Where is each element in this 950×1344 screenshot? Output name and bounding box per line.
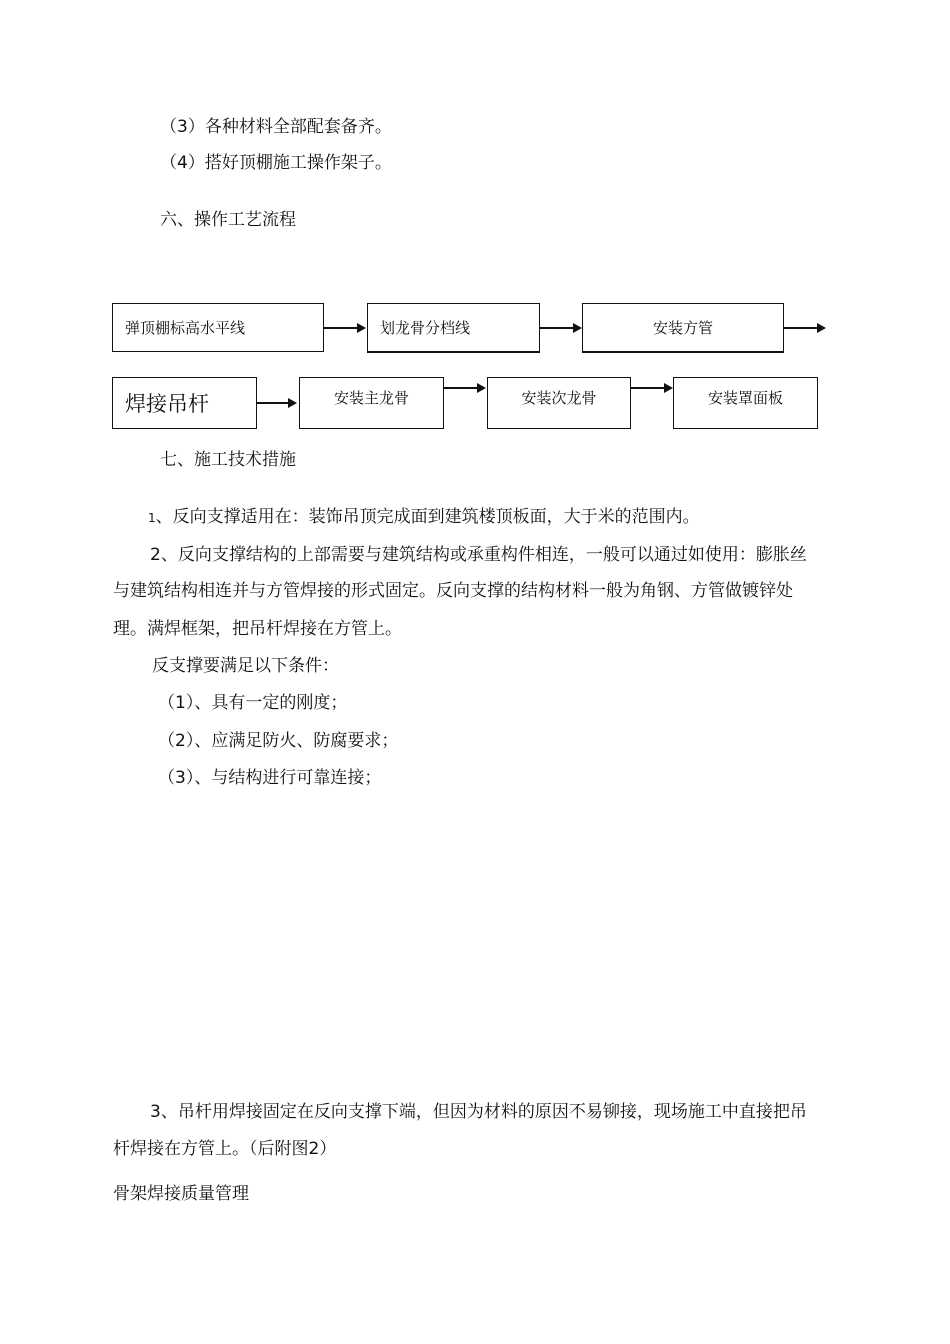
flow-arrow-icon [257, 402, 295, 404]
measure-1 [148, 506, 700, 529]
flow-step-cover-panel [673, 377, 818, 429]
section7-heading: 七、施工技术措施 [160, 450, 296, 470]
flow-step-label: 安装方管 [652, 319, 713, 337]
flow-step-keel-layout [367, 303, 540, 353]
flow-step-label: 划龙骨分档线 [380, 319, 471, 337]
condition-2: （2）、应满足防火、防腐要求； [158, 731, 399, 751]
flow-arrow-icon [631, 387, 671, 389]
flow-step-weld-hanger [112, 377, 257, 429]
measure-2-line-1: 2、反向支撑结构的上部需要与建筑结构或承重构件相连，一般可以通过如使用：膨胀丝 [150, 545, 807, 565]
flow-step-label: 安装主龙骨 [333, 389, 409, 407]
measure-1-text: 、反向支撑适用在：装饰吊顶完成面到建筑楼顶板面，大于米的范围内。 [155, 507, 700, 527]
conditions-title: 反支撑要满足以下条件： [152, 656, 339, 676]
quality-management-heading: 骨架焊接质量管理 [113, 1184, 249, 1204]
flow-arrow-icon [444, 387, 484, 389]
flow-step-secondary-keel [487, 377, 631, 429]
flow-arrow-icon [784, 327, 824, 329]
measure-1-number: 1 [148, 511, 156, 525]
measure-3-line-2: 杆焊接在方管上。（后附图2） [113, 1139, 337, 1159]
measure-2-line-3: 理。满焊框架，把吊杆焊接在方管上。 [113, 619, 402, 639]
prep-item-3: （3）各种材料全部配套备齐。 [160, 117, 392, 137]
flow-step-label: 弹顶棚标高水平线 [125, 319, 246, 337]
flow-step-main-keel [299, 377, 444, 429]
section6-heading: 六、操作工艺流程 [160, 210, 296, 230]
flow-arrow-icon [324, 327, 364, 329]
condition-3: （3）、与结构进行可靠连接； [158, 768, 382, 788]
prep-item-4: （4）搭好顶棚施工操作架子。 [160, 153, 392, 173]
flow-step-label: 安装罩面板 [707, 389, 783, 407]
flow-step-elevation-line [112, 303, 324, 352]
flow-arrow-icon [540, 327, 580, 329]
flow-step-label: 安装次龙骨 [521, 389, 597, 407]
flow-step-label: 焊接吊杆 [125, 392, 209, 416]
measure-2-line-2: 与建筑结构相连并与方管焊接的形式固定。反向支撑的结构材料一般为角钢、方管做镀锌处 [113, 581, 793, 601]
measure-3-line-1: 3、吊杆用焊接固定在反向支撑下端，但因为材料的原因不易铆接，现场施工中直接把吊 [150, 1102, 807, 1122]
flow-step-install-tube [582, 303, 784, 353]
condition-1: （1）、具有一定的刚度； [158, 693, 348, 713]
